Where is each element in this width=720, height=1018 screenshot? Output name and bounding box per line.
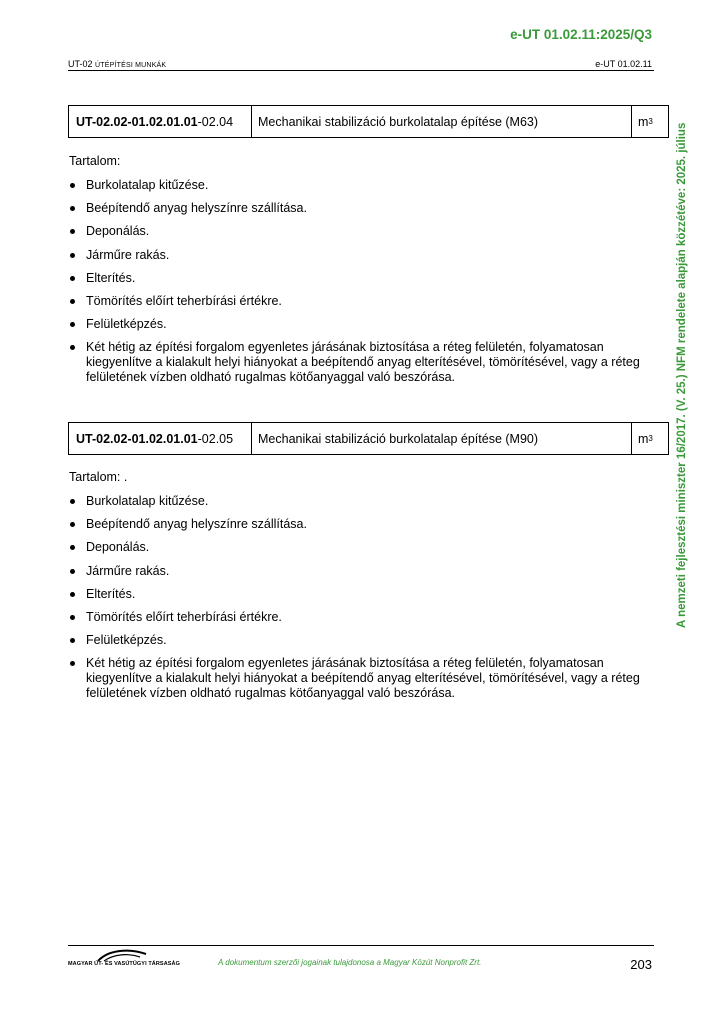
list-item: Felületképzés. <box>69 633 654 648</box>
list-item: Járműre rakás. <box>69 564 654 579</box>
bullet-icon <box>70 638 75 643</box>
publication-side-note: A nemzeti fejlesztési miniszter 16/2017. (V. 25.) NFM rendelete alapján közzétéve: 2025. július <box>676 122 688 628</box>
content-list-2 <box>69 494 654 710</box>
bullet-icon <box>70 253 75 258</box>
chapter-code: UT-02 <box>68 59 93 69</box>
item-code-suffix: -02.05 <box>197 431 234 446</box>
list-item: Felületképzés. <box>69 317 654 332</box>
item-description: Mechanikai stabilizáció burkolatalap építése (M63) <box>252 106 632 137</box>
list-item: Burkolatalap kitűzése. <box>69 494 654 509</box>
bullet-icon <box>70 499 75 504</box>
bullet-icon <box>70 615 75 620</box>
list-item: Burkolatalap kitűzése. <box>69 178 654 193</box>
bullet-icon <box>70 661 75 666</box>
list-item: Két hétig az építési forgalom egyenletes járásának biztosítása a réteg felületén, folyamatosan kiegyenlítve a kialakult helyi hiányokat a beépítendő anyag elterítésével, tömörítésével, vagy a réteg felületének vízben oldható rugalmas kötőanyaggal való beszórása. <box>69 656 654 701</box>
page-number: 203 <box>630 957 652 972</box>
item-code-cell <box>69 106 252 137</box>
unit-base: m <box>638 431 649 446</box>
content-label-1: Tartalom: <box>69 154 121 168</box>
item-code-cell <box>69 423 252 454</box>
bullet-icon <box>70 569 75 574</box>
list-item: Deponálás. <box>69 540 654 555</box>
bullet-icon <box>70 206 75 211</box>
running-header-left <box>68 59 166 69</box>
list-item: Tömörítés előírt teherbírási értékre. <box>69 294 654 309</box>
list-item: Beépítendő anyag helyszínre szállítása. <box>69 517 654 532</box>
bullet-icon <box>70 183 75 188</box>
list-item: Járműre rakás. <box>69 248 654 263</box>
bullet-icon <box>70 522 75 527</box>
bullet-icon <box>70 229 75 234</box>
content-label-2: Tartalom: . <box>69 470 128 484</box>
copyright-note: A dokumentum szerzői jogainak tulajdonosa a Magyar Közút Nonprofit Zrt. <box>218 958 482 967</box>
list-item: Elterítés. <box>69 587 654 602</box>
content-list-1 <box>69 178 654 394</box>
list-item: Tömörítés előírt teherbírási értékre. <box>69 610 654 625</box>
bullet-icon <box>70 545 75 550</box>
organization-name: MAGYAR ÚT- ÉS VASÚTÜGYI TÁRSASÁG <box>68 961 180 967</box>
bullet-icon <box>70 345 75 350</box>
unit-base: m <box>638 114 649 129</box>
item-code-main: UT-02.02-01.02.01.01 <box>76 114 198 129</box>
running-header-right: e-UT 01.02.11 <box>595 59 652 69</box>
list-item: Beépítendő anyag helyszínre szállítása. <box>69 201 654 216</box>
footer-divider <box>68 945 654 946</box>
document-code: e-UT 01.02.11:2025/Q3 <box>510 27 652 42</box>
item-code-suffix: -02.04 <box>197 114 234 129</box>
list-item: Elterítés. <box>69 271 654 286</box>
item-description: Mechanikai stabilizáció burkolatalap építése (M90) <box>252 423 632 454</box>
bullet-icon <box>70 299 75 304</box>
item-header-table-1 <box>68 105 669 138</box>
bullet-icon <box>70 322 75 327</box>
list-item: Deponálás. <box>69 224 654 239</box>
item-unit: m 3 <box>638 431 653 446</box>
item-header-table-2 <box>68 422 669 455</box>
item-code-main: UT-02.02-01.02.01.01 <box>76 431 198 446</box>
chapter-title: ÚTÉPÍTÉSI MUNKÁK <box>95 62 167 69</box>
bullet-icon <box>70 592 75 597</box>
bullet-icon <box>70 276 75 281</box>
list-item: Két hétig az építési forgalom egyenletes járásának biztosítása a réteg felületén, folyamatosan kiegyenlítve a kialakult helyi hiányokat a beépítendő anyag elterítésével, tömörítésével, vagy a réteg felületének vízben oldható rugalmas kötőanyaggal való beszórása. <box>69 340 654 385</box>
header-divider <box>68 70 654 71</box>
item-unit: m 3 <box>638 114 653 129</box>
